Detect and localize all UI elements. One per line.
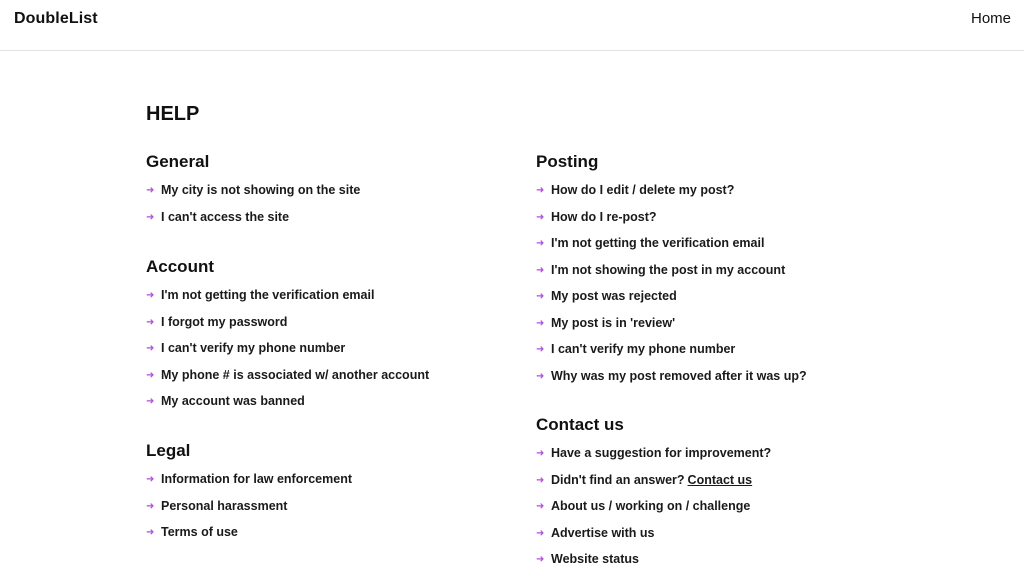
arrow-right-icon: ➜ <box>536 554 545 565</box>
help-link-item[interactable] <box>536 498 896 525</box>
arrow-right-icon: ➜ <box>146 396 155 407</box>
arrow-right-icon: ➜ <box>146 343 155 354</box>
help-link-label[interactable]: My account was banned <box>161 394 305 408</box>
help-link-item[interactable] <box>146 209 506 236</box>
help-link-item[interactable] <box>536 235 896 262</box>
help-link-label[interactable]: How do I edit / delete my post? <box>551 183 735 197</box>
section-account <box>146 257 506 420</box>
help-link-item <box>536 472 896 499</box>
help-link-item[interactable] <box>536 288 896 315</box>
section-general <box>146 152 506 235</box>
help-link-label[interactable]: About us / working on / challenge <box>551 499 751 513</box>
help-link-item[interactable] <box>146 287 506 314</box>
arrow-right-icon: ➜ <box>146 211 155 223</box>
help-link-label[interactable]: I can't verify my phone number <box>551 342 736 356</box>
section-title-general: General <box>146 152 210 171</box>
help-link-item[interactable] <box>146 524 506 551</box>
help-link-label[interactable]: I forgot my password <box>161 314 288 329</box>
help-link-label[interactable]: Website status <box>551 552 639 566</box>
arrow-right-icon: ➜ <box>536 317 545 329</box>
help-link-item[interactable] <box>146 471 506 498</box>
arrow-right-icon: ➜ <box>146 500 155 512</box>
arrow-right-icon: ➜ <box>536 264 545 276</box>
home-link[interactable]: Home <box>970 10 1011 27</box>
help-link-item[interactable] <box>536 262 896 289</box>
arrow-right-icon: ➜ <box>146 369 155 381</box>
help-link-label[interactable]: Have a suggestion for improvement? <box>551 446 772 460</box>
help-link-label[interactable]: I can't access the site <box>161 209 290 224</box>
arrow-right-icon: ➜ <box>146 185 155 196</box>
section-title-account: Account <box>146 257 214 276</box>
section-title-legal: Legal <box>146 441 191 460</box>
arrow-right-icon: ➜ <box>536 501 545 512</box>
top-navbar <box>0 0 1024 51</box>
arrow-right-icon: ➜ <box>536 370 545 382</box>
arrow-right-icon: ➜ <box>536 344 545 355</box>
general-list <box>146 182 506 235</box>
contact-list <box>536 445 896 578</box>
arrow-right-icon: ➜ <box>146 474 155 485</box>
help-link-label[interactable]: My city is not showing on the site <box>161 183 361 197</box>
help-link-label[interactable]: Personal harassment <box>161 498 288 513</box>
arrow-right-icon: ➜ <box>146 527 155 538</box>
help-link-label[interactable]: My post is in 'review' <box>551 315 676 330</box>
help-link-label[interactable]: My post was rejected <box>551 289 677 303</box>
arrow-right-icon: ➜ <box>536 211 545 223</box>
posting-list <box>536 182 896 394</box>
contact-us-link[interactable]: Contact us <box>687 472 753 487</box>
section-legal <box>146 441 506 551</box>
help-link-label[interactable]: I can't verify my phone number <box>161 341 346 355</box>
help-link-item[interactable] <box>146 498 506 525</box>
section-posting <box>536 152 896 394</box>
help-link-item[interactable] <box>146 314 506 341</box>
help-link-label[interactable]: I'm not showing the post in my account <box>551 262 786 277</box>
arrow-right-icon: ➜ <box>536 448 545 459</box>
help-link-item[interactable] <box>536 368 896 395</box>
help-link-item[interactable] <box>536 445 896 472</box>
arrow-right-icon: ➜ <box>536 474 545 486</box>
brand-logo[interactable]: DoubleList <box>14 10 98 27</box>
help-link-label[interactable]: My phone # is associated w/ another account <box>161 367 430 382</box>
help-link-item[interactable] <box>536 209 896 236</box>
help-link-item[interactable] <box>146 182 506 209</box>
arrow-right-icon: ➜ <box>146 290 155 301</box>
help-link-label[interactable]: Terms of use <box>161 525 238 539</box>
legal-list <box>146 471 506 551</box>
section-title-contact: Contact us <box>536 415 624 434</box>
help-link-label[interactable]: Advertise with us <box>551 525 655 540</box>
help-link-item[interactable] <box>536 341 896 368</box>
arrow-right-icon: ➜ <box>536 185 545 196</box>
help-link-label: Didn't find an answer? <box>551 472 685 487</box>
help-link-label[interactable]: I'm not getting the verification email <box>161 288 375 302</box>
page-title: HELP <box>146 103 200 125</box>
arrow-right-icon: ➜ <box>536 527 545 539</box>
arrow-right-icon: ➜ <box>146 316 155 328</box>
help-link-item[interactable] <box>536 525 896 552</box>
help-link-item[interactable] <box>536 182 896 209</box>
help-link-label[interactable]: I'm not getting the verification email <box>551 236 765 250</box>
help-link-label[interactable]: How do I re-post? <box>551 209 657 224</box>
help-link-item[interactable] <box>146 393 506 420</box>
arrow-right-icon: ➜ <box>536 291 545 302</box>
help-link-item[interactable] <box>536 315 896 342</box>
arrow-right-icon: ➜ <box>536 238 545 249</box>
section-contact <box>536 415 896 578</box>
account-list <box>146 287 506 420</box>
help-link-item[interactable] <box>146 367 506 394</box>
help-link-item[interactable] <box>536 551 896 578</box>
help-link-item[interactable] <box>146 340 506 367</box>
help-link-label[interactable]: Information for law enforcement <box>161 472 352 486</box>
section-title-posting: Posting <box>536 152 599 171</box>
help-link-label[interactable]: Why was my post removed after it was up? <box>551 368 807 383</box>
